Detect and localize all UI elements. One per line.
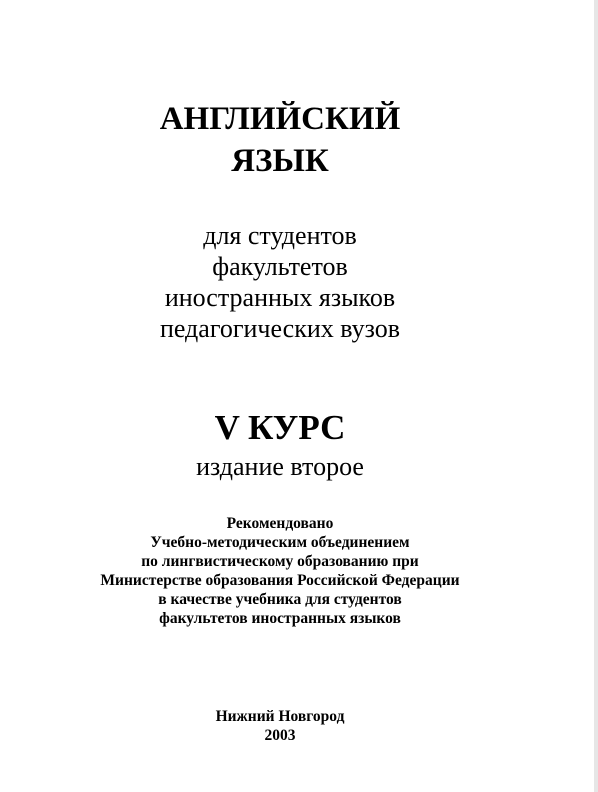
course-heading: V КУРС [214,408,346,447]
edition-label: издание второе [196,452,364,481]
recommendation-line-6: факультетов иностранных языков [159,610,401,627]
book-title-line-1: АНГЛИЙСКИЙ [159,101,401,137]
subtitle-line-1: для студентов [203,221,357,250]
recommendation-line-5: в качестве учебника для студентов [158,591,402,608]
subtitle-line-2: факультетов [212,252,348,281]
subtitle-line-4: педагогических вузов [159,314,401,343]
recommendation-note [0,514,560,628]
imprint-year: 2003 [264,727,296,744]
book-subtitle [0,220,560,344]
page-edge [594,0,598,792]
recommendation-line-2: Учебно-методическим объединением [150,534,410,551]
recommendation-line-3: по лингвистическому образованию при [141,553,419,570]
book-title-line-2: ЯЗЫК [231,143,329,179]
book-title [0,98,560,182]
recommendation-line-1: Рекомендовано [226,515,334,532]
imprint-city: Нижний Новгород [215,708,345,725]
subtitle-line-3: иностранных языков [164,283,396,312]
imprint [0,707,560,745]
recommendation-line-4: Министерстве образования Российской Федерации [100,572,460,589]
